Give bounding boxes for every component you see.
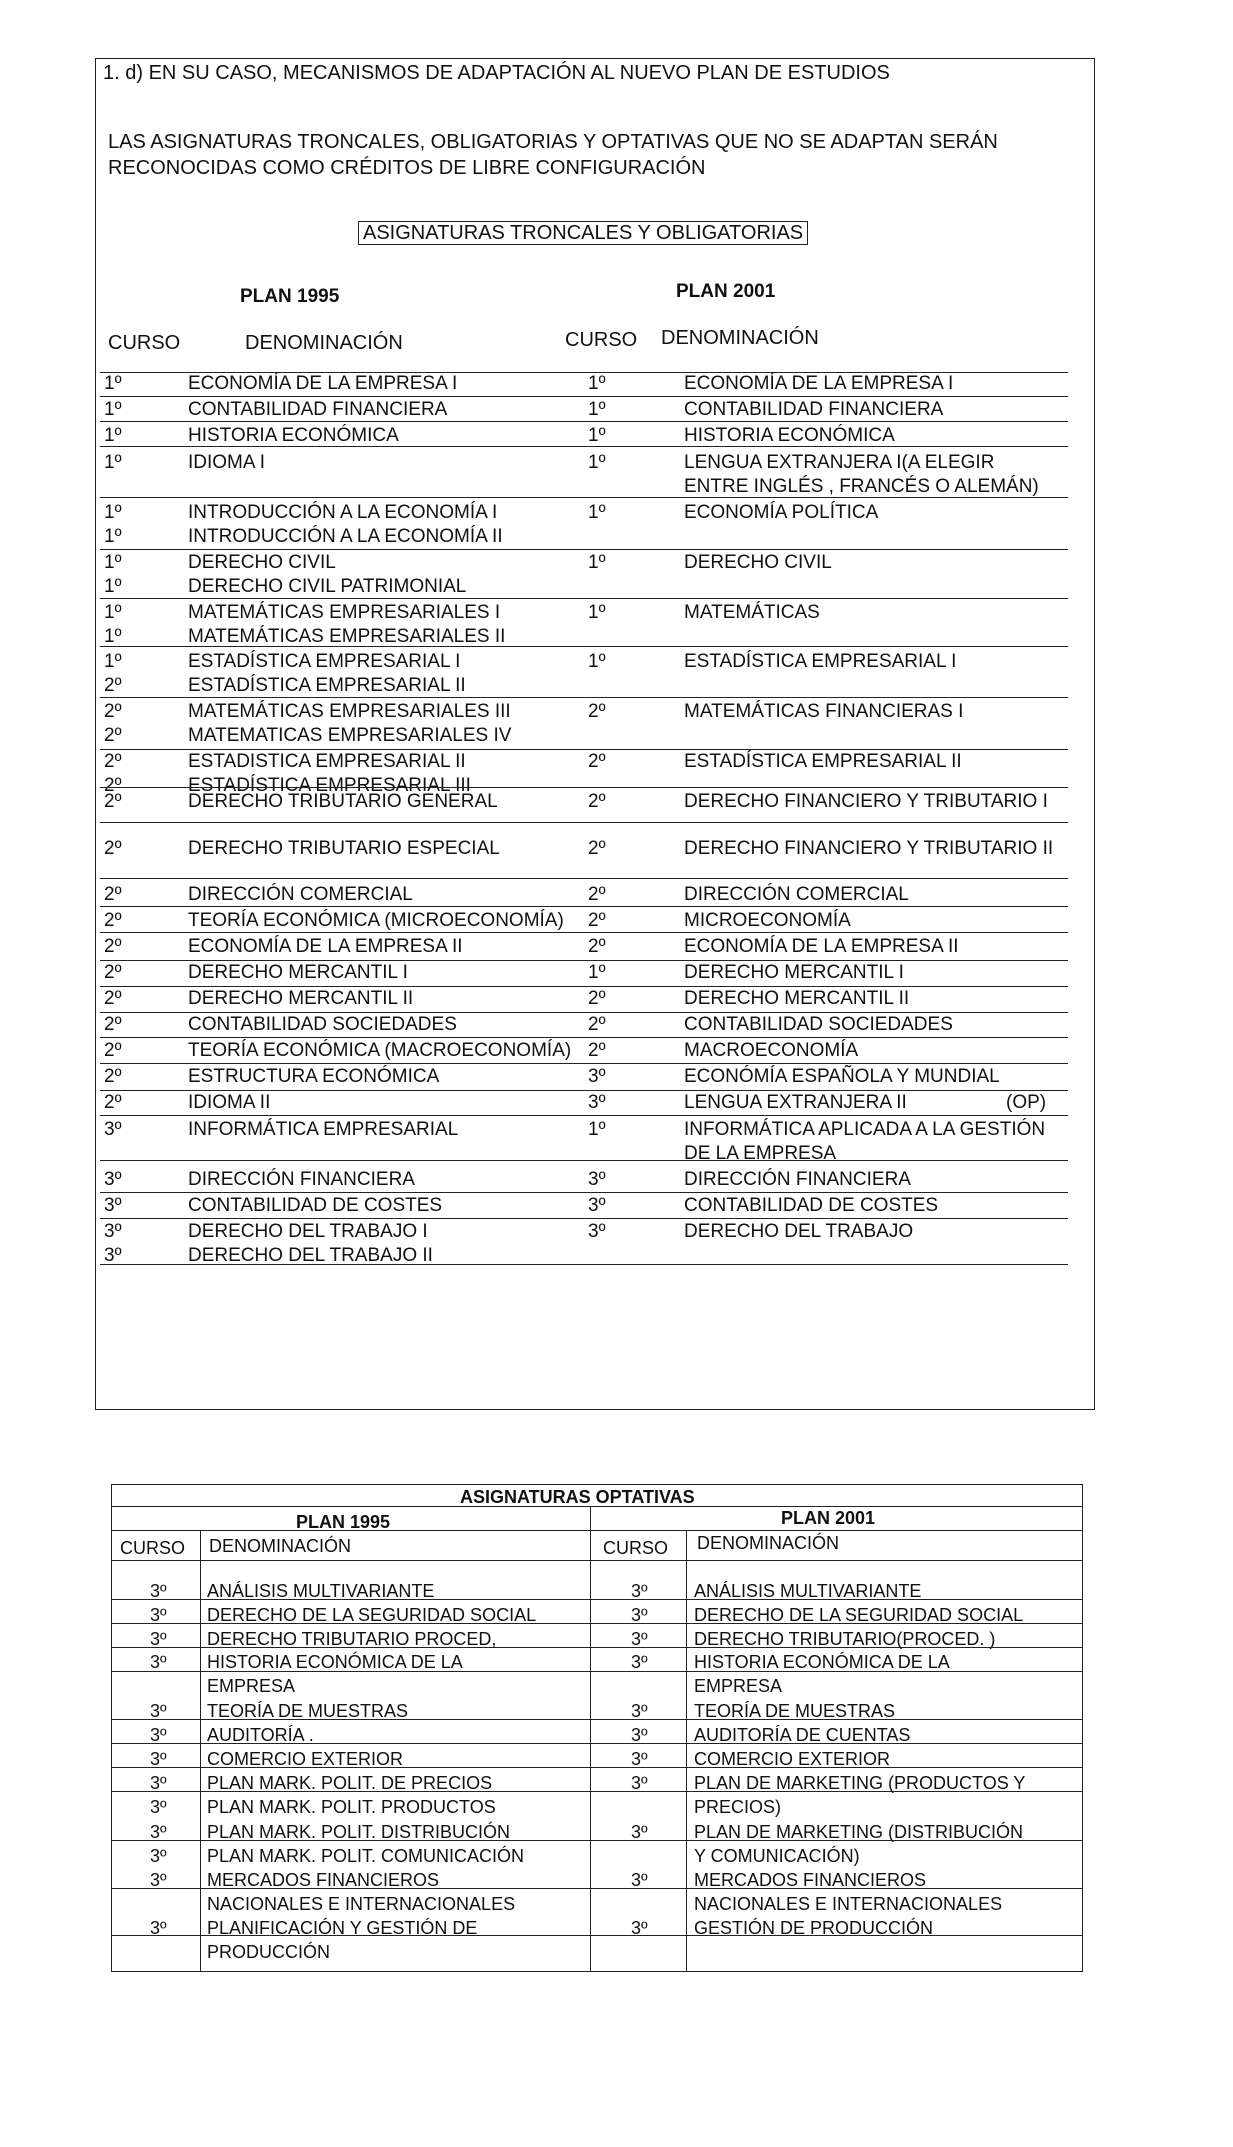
row-denominacion-1995: INTRODUCCIÓN A LA ECONOMÍA I <box>188 502 498 523</box>
row-denominacion-2001: HISTORIA ECONÓMICA <box>684 425 895 446</box>
row-curso-1995: 2º <box>104 884 122 905</box>
optativas-col-curso-old: CURSO <box>120 1538 186 1558</box>
optativa-curso-2001: 3º <box>631 1822 648 1842</box>
row-curso-2001: 2º <box>588 988 606 1009</box>
row-curso-1995: 2º <box>104 1092 122 1113</box>
row-denominacion-2001-second: DE LA EMPRESA <box>684 1143 837 1164</box>
row-denominacion-2001: ECONOMÍA POLÍTICA <box>684 502 879 523</box>
optativa-row-divider <box>111 1599 1083 1600</box>
row-curso-1995: 2º <box>104 910 122 931</box>
row-denominacion-2001: MATEMÁTICAS <box>684 602 820 623</box>
optativa-curso-1995: 3º <box>150 1581 167 1601</box>
row-denominacion-1995: HISTORIA ECONÓMICA <box>188 425 399 446</box>
row-divider <box>100 1115 1068 1116</box>
row-curso-2001: 3º <box>588 1169 606 1190</box>
optativa-row-divider <box>111 1719 1083 1720</box>
optativa-denominacion-2001: PLAN DE MARKETING (PRODUCTOS Y <box>694 1773 1026 1793</box>
optativa-denominacion-1995: HISTORIA ECONÓMICA DE LA <box>207 1652 463 1672</box>
row-curso-1995: 2º <box>104 1014 122 1035</box>
row-denominacion-1995-second: DERECHO DEL TRABAJO II <box>188 1245 433 1266</box>
row-denominacion-1995: DIRECCIÓN FINANCIERA <box>188 1169 415 1190</box>
row-denominacion-2001: ESTADÍSTICA EMPRESARIAL I <box>684 651 957 672</box>
row-denominacion-2001: DERECHO DEL TRABAJO <box>684 1221 914 1242</box>
optativa-curso-1995: 3º <box>150 1652 167 1672</box>
col-header-denominacion-old: DENOMINACIÓN <box>245 332 403 354</box>
row-curso-2001: 2º <box>588 884 606 905</box>
row-divider <box>100 822 1068 823</box>
row-curso-1995-second: 2º <box>104 775 122 796</box>
row-curso-1995-second: 2º <box>104 725 122 746</box>
optativa-curso-1995: 3º <box>150 1725 167 1745</box>
optativa-curso-1995: 3º <box>150 1870 167 1890</box>
col-header-curso-old: CURSO <box>108 332 181 354</box>
row-denominacion-2001: DERECHO FINANCIERO Y TRIBUTARIO II <box>684 838 1054 859</box>
row-curso-1995: 3º <box>104 1119 122 1140</box>
optativas-plan-2001-label: PLAN 2001 <box>781 1508 876 1528</box>
optativa-row-divider <box>111 1935 1083 1936</box>
row-curso-1995: 2º <box>104 791 122 812</box>
row-curso-1995: 1º <box>104 502 122 523</box>
row-denominacion-2001: ESTADÍSTICA EMPRESARIAL II <box>684 751 962 772</box>
optativa-denominacion-2001: TEORÍA DE MUESTRAS <box>694 1701 896 1721</box>
row-denominacion-2001: MICROECONOMÍA <box>684 910 851 931</box>
row-denominacion-1995: IDIOMA II <box>188 1092 271 1113</box>
row-curso-2001: 2º <box>588 838 606 859</box>
optativa-denominacion-1995-second: PRODUCCIÓN <box>207 1942 331 1962</box>
row-divider <box>100 986 1068 987</box>
optativa-denominacion-1995: DERECHO TRIBUTARIO PROCED, <box>207 1629 497 1649</box>
optativa-denominacion-1995: PLAN MARK. POLIT. DE PRECIOS <box>207 1773 493 1793</box>
row-curso-2001: 3º <box>588 1195 606 1216</box>
row-denominacion-1995: CONTABILIDAD FINANCIERA <box>188 399 448 420</box>
plan-1995-label: PLAN 1995 <box>240 286 340 307</box>
optativa-curso-2001: 3º <box>631 1652 648 1672</box>
optativa-denominacion-1995: TEORÍA DE MUESTRAS <box>207 1701 409 1721</box>
optativas-title: ASIGNATURAS OPTATIVAS <box>460 1487 695 1507</box>
row-denominacion-2001: CONTABILIDAD SOCIEDADES <box>684 1014 953 1035</box>
row-divider <box>100 749 1068 750</box>
optativa-denominacion-1995: DERECHO DE LA SEGURIDAD SOCIAL <box>207 1605 537 1625</box>
row-divider <box>100 421 1068 422</box>
plan-split-line <box>590 1506 591 1972</box>
optativa-curso-2001: 3º <box>631 1870 648 1890</box>
row-denominacion-2001: MATEMÁTICAS FINANCIERAS I <box>684 701 964 722</box>
row-denominacion-2001: ECONOMÍA DE LA EMPRESA II <box>684 936 959 957</box>
row-denominacion-2001: MACROECONOMÍA <box>684 1040 859 1061</box>
row-curso-1995: 2º <box>104 751 122 772</box>
row-denominacion-1995-second: MATEMATICAS EMPRESARIALES IV <box>188 725 512 746</box>
row-divider <box>100 1063 1068 1064</box>
row-divider <box>100 1218 1068 1219</box>
optativa-row-divider <box>111 1791 1083 1792</box>
row-denominacion-1995: MATEMÁTICAS EMPRESARIALES I <box>188 602 501 623</box>
row-curso-1995: 3º <box>104 1221 122 1242</box>
col-header-denominacion-new: DENOMINACIÓN <box>661 327 819 349</box>
row-curso-1995: 1º <box>104 552 122 573</box>
optativa-denominacion-1995-second: PLAN MARK. POLIT. COMUNICACIÓN <box>207 1846 525 1866</box>
row-denominacion-1995-second: INTRODUCCIÓN A LA ECONOMÍA II <box>188 526 503 547</box>
row-curso-1995: 1º <box>104 399 122 420</box>
optativa-curso-1995: 3º <box>150 1749 167 1769</box>
row-denominacion-1995: DIRECCIÓN COMERCIAL <box>188 884 413 905</box>
optativa-denominacion-2001-second: NACIONALES E INTERNACIONALES <box>694 1894 1003 1914</box>
row-divider <box>100 497 1068 498</box>
row-curso-1995-second: 1º <box>104 626 122 647</box>
optativas-col-denominacion-old: DENOMINACIÓN <box>209 1536 352 1556</box>
section-heading: 1. d) EN SU CASO, MECANISMOS DE ADAPTACIÓN AL NUEVO PLAN DE ESTUDIOS <box>103 62 890 84</box>
row-curso-1995-second: 3º <box>104 1245 122 1266</box>
row-curso-2001: 2º <box>588 751 606 772</box>
header-divider <box>111 1560 1083 1561</box>
row-curso-2001: 1º <box>588 1119 606 1140</box>
row-divider <box>100 396 1068 397</box>
row-curso-2001: 2º <box>588 910 606 931</box>
row-curso-2001: 1º <box>588 502 606 523</box>
row-denominacion-2001: DERECHO MERCANTIL I <box>684 962 904 983</box>
row-denominacion-1995: TEORÍA ECONÓMICA (MACROECONOMÍA) <box>188 1040 572 1061</box>
optativa-curso-1995: 3º <box>150 1822 167 1842</box>
row-denominacion-2001: DERECHO MERCANTIL II <box>684 988 910 1009</box>
optativa-denominacion-2001: DERECHO DE LA SEGURIDAD SOCIAL <box>694 1605 1024 1625</box>
optativa-denominacion-1995: PLAN MARK. POLIT. DISTRIBUCIÓN <box>207 1822 511 1842</box>
row-denominacion-1995: ESTRUCTURA ECONÓMICA <box>188 1066 440 1087</box>
optativa-row-divider <box>111 1743 1083 1744</box>
row-divider <box>100 646 1068 647</box>
row-denominacion-1995: ECONOMÍA DE LA EMPRESA II <box>188 936 463 957</box>
row-curso-1995: 3º <box>104 1169 122 1190</box>
row-divider <box>100 878 1068 879</box>
optativa-denominacion-2001: MERCADOS FINANCIEROS <box>694 1870 927 1890</box>
row-denominacion-1995: DERECHO MERCANTIL I <box>188 962 408 983</box>
row-divider <box>100 1037 1068 1038</box>
row-curso-1995: 2º <box>104 1040 122 1061</box>
optativa-denominacion-2001: DERECHO TRIBUTARIO(PROCED. ) <box>694 1629 996 1649</box>
optativa-denominacion-1995: AUDITORÍA . <box>207 1725 314 1745</box>
row-denominacion-2001: ECONÓMÍA ESPAÑOLA Y MUNDIAL <box>684 1066 1000 1087</box>
optativa-denominacion-2001: GESTIÓN DE PRODUCCIÓN <box>694 1918 934 1938</box>
row-divider <box>100 697 1068 698</box>
optativa-denominacion-2001-second: PRECIOS) <box>694 1797 782 1817</box>
optativa-denominacion-2001: PLAN DE MARKETING (DISTRIBUCIÓN <box>694 1822 1024 1842</box>
row-curso-1995: 2º <box>104 1066 122 1087</box>
row-curso-2001: 2º <box>588 791 606 812</box>
optativa-curso-1995: 3º <box>150 1773 167 1793</box>
optativa-denominacion-1995-second: NACIONALES E INTERNACIONALES <box>207 1894 516 1914</box>
optativa-curso-2001: 3º <box>631 1581 648 1601</box>
row-curso-2001: 3º <box>588 1092 606 1113</box>
row-denominacion-1995: DERECHO TRIBUTARIO ESPECIAL <box>188 838 500 859</box>
optativa-denominacion-1995: COMERCIO EXTERIOR <box>207 1749 404 1769</box>
optativa-denominacion-2001-second: Y COMUNICACIÓN) <box>694 1846 860 1866</box>
optativa-curso-1995-second: 3º <box>150 1797 167 1817</box>
row-divider <box>100 1192 1068 1193</box>
optativas-plan-1995-label: PLAN 1995 <box>296 1512 391 1532</box>
optativa-curso-2001: 3º <box>631 1725 648 1745</box>
row-denominacion-2001: DIRECCIÓN COMERCIAL <box>684 884 909 905</box>
row-denominacion-2001: DERECHO FINANCIERO Y TRIBUTARIO I <box>684 791 1048 812</box>
row-denominacion-1995-second: ESTADÍSTICA EMPRESARIAL III <box>188 775 471 796</box>
row-curso-2001: 1º <box>588 651 606 672</box>
curso-col-line <box>200 1530 201 1972</box>
row-denominacion-1995: DERECHO CIVIL <box>188 552 336 573</box>
curso-col-line <box>686 1530 687 1972</box>
row-curso-2001: 3º <box>588 1221 606 1242</box>
row-curso-2001: 2º <box>588 1014 606 1035</box>
row-denominacion-2001: INFORMÁTICA APLICADA A LA GESTIÓN <box>684 1119 1046 1140</box>
row-denominacion-2001-second: ENTRE INGLÉS , FRANCÉS O ALEMÁN) <box>684 476 1039 497</box>
optativa-curso-2001: 3º <box>631 1629 648 1649</box>
row-curso-2001: 1º <box>588 452 606 473</box>
optativa-denominacion-1995: MERCADOS FINANCIEROS <box>207 1870 440 1890</box>
row-denominacion-1995-second: ESTADÍSTICA EMPRESARIAL II <box>188 675 466 696</box>
row-denominacion-1995: DERECHO TRIBUTARIO GENERAL <box>188 791 498 812</box>
row-divider <box>100 906 1068 907</box>
row-denominacion-1995: ECONOMÍA DE LA EMPRESA I <box>188 373 458 394</box>
row-curso-1995: 2º <box>104 838 122 859</box>
row-divider <box>100 960 1068 961</box>
row-divider <box>100 1012 1068 1013</box>
intro-text-line-2: RECONOCIDAS COMO CRÉDITOS DE LIBRE CONFIGURACIÓN <box>108 157 706 179</box>
optativa-curso-1995: 3º <box>150 1918 167 1938</box>
optativa-row-divider <box>111 1647 1083 1648</box>
row-denominacion-1995: DERECHO DEL TRABAJO I <box>188 1221 428 1242</box>
col-header-curso-new: CURSO <box>565 329 638 351</box>
optativa-curso-1995: 3º <box>150 1605 167 1625</box>
row-divider <box>100 932 1068 933</box>
optativa-curso-2001: 3º <box>631 1749 648 1769</box>
row-denominacion-2001: DERECHO CIVIL <box>684 552 832 573</box>
row-denominacion-1995: MATEMÁTICAS EMPRESARIALES III <box>188 701 511 722</box>
row-curso-1995: 2º <box>104 936 122 957</box>
troncales-box-title: ASIGNATURAS TRONCALES Y OBLIGATORIAS <box>358 221 808 245</box>
row-curso-1995: 1º <box>104 602 122 623</box>
row-denominacion-1995: CONTABILIDAD SOCIEDADES <box>188 1014 457 1035</box>
row-curso-1995: 1º <box>104 452 122 473</box>
row-curso-1995: 1º <box>104 373 122 394</box>
optativa-denominacion-2001: ANÁLISIS MULTIVARIANTE <box>694 1581 922 1601</box>
row-curso-2001: 1º <box>588 602 606 623</box>
optativa-curso-1995-second: 3º <box>150 1846 167 1866</box>
row-denominacion-1995: IDIOMA I <box>188 452 266 473</box>
optativa-denominacion-2001-second: EMPRESA <box>694 1676 783 1696</box>
row-op-note: (OP) <box>1006 1092 1047 1113</box>
row-divider <box>100 1264 1068 1265</box>
row-divider <box>100 787 1068 788</box>
row-divider <box>100 372 1068 373</box>
row-divider <box>100 1090 1068 1091</box>
row-denominacion-1995: CONTABILIDAD DE COSTES <box>188 1195 443 1216</box>
optativa-row-divider <box>111 1767 1083 1768</box>
row-curso-2001: 3º <box>588 1066 606 1087</box>
row-divider <box>100 1160 1068 1161</box>
optativas-col-curso-new: CURSO <box>603 1538 669 1558</box>
row-denominacion-1995: ESTADÍSTICA EMPRESARIAL I <box>188 651 461 672</box>
optativa-curso-2001: 3º <box>631 1918 648 1938</box>
optativa-row-divider <box>111 1840 1083 1841</box>
row-curso-2001: 2º <box>588 1040 606 1061</box>
header-divider <box>111 1506 1083 1507</box>
row-curso-1995: 2º <box>104 701 122 722</box>
row-curso-1995-second: 2º <box>104 675 122 696</box>
optativa-curso-1995: 3º <box>150 1629 167 1649</box>
row-denominacion-2001: ECONOMÍA DE LA EMPRESA I <box>684 373 954 394</box>
row-denominacion-2001: CONTABILIDAD FINANCIERA <box>684 399 944 420</box>
header-divider <box>111 1530 1083 1531</box>
row-curso-2001: 2º <box>588 701 606 722</box>
optativa-denominacion-1995: ANÁLISIS MULTIVARIANTE <box>207 1581 435 1601</box>
optativa-row-divider <box>111 1888 1083 1889</box>
optativa-curso-2001: 3º <box>631 1701 648 1721</box>
optativa-curso-2001: 3º <box>631 1773 648 1793</box>
optativa-curso-1995: 3º <box>150 1701 167 1721</box>
optativas-col-denominacion-new: DENOMINACIÓN <box>697 1533 840 1553</box>
row-denominacion-2001: CONTABILIDAD DE COSTES <box>684 1195 939 1216</box>
optativa-row-divider <box>111 1671 1083 1672</box>
row-denominacion-2001: LENGUA EXTRANJERA I(A ELEGIR <box>684 452 995 473</box>
row-curso-1995-second: 1º <box>104 526 122 547</box>
row-denominacion-2001: DIRECCIÓN FINANCIERA <box>684 1169 911 1190</box>
intro-text-line-1: LAS ASIGNATURAS TRONCALES, OBLIGATORIAS Y OPTATIVAS QUE NO SE ADAPTAN SERÁN <box>108 131 998 153</box>
row-denominacion-2001: LENGUA EXTRANJERA II <box>684 1092 907 1113</box>
optativa-denominacion-1995-second: EMPRESA <box>207 1676 296 1696</box>
row-divider <box>100 598 1068 599</box>
optativa-denominacion-1995-second: PLAN MARK. POLIT. PRODUCTOS <box>207 1797 496 1817</box>
row-curso-2001: 1º <box>588 425 606 446</box>
row-curso-2001: 1º <box>588 962 606 983</box>
optativa-row-divider <box>111 1623 1083 1624</box>
row-divider <box>100 549 1068 550</box>
row-curso-1995: 3º <box>104 1195 122 1216</box>
row-curso-1995: 1º <box>104 425 122 446</box>
row-curso-2001: 1º <box>588 399 606 420</box>
row-denominacion-1995: TEORÍA ECONÓMICA (MICROECONOMÍA) <box>188 910 564 931</box>
row-curso-2001: 1º <box>588 373 606 394</box>
optativa-denominacion-2001: COMERCIO EXTERIOR <box>694 1749 891 1769</box>
row-curso-2001: 2º <box>588 936 606 957</box>
optativa-denominacion-1995: PLANIFICACIÓN Y GESTIÓN DE <box>207 1918 478 1938</box>
row-denominacion-1995: ESTADISTICA EMPRESARIAL II <box>188 751 466 772</box>
plan-2001-label: PLAN 2001 <box>676 281 776 302</box>
row-denominacion-1995-second: MATEMÁTICAS EMPRESARIALES II <box>188 626 506 647</box>
row-denominacion-1995-second: DERECHO CIVIL PATRIMONIAL <box>188 576 467 597</box>
row-denominacion-1995: INFORMÁTICA EMPRESARIAL <box>188 1119 459 1140</box>
row-curso-1995: 2º <box>104 962 122 983</box>
row-divider <box>100 446 1068 447</box>
row-curso-1995: 1º <box>104 651 122 672</box>
row-curso-1995-second: 1º <box>104 576 122 597</box>
row-curso-2001: 1º <box>588 552 606 573</box>
row-denominacion-1995: DERECHO MERCANTIL II <box>188 988 414 1009</box>
optativa-denominacion-2001: AUDITORÍA DE CUENTAS <box>694 1725 911 1745</box>
optativa-denominacion-2001: HISTORIA ECONÓMICA DE LA <box>694 1652 950 1672</box>
row-curso-1995: 2º <box>104 988 122 1009</box>
optativa-curso-2001: 3º <box>631 1605 648 1625</box>
